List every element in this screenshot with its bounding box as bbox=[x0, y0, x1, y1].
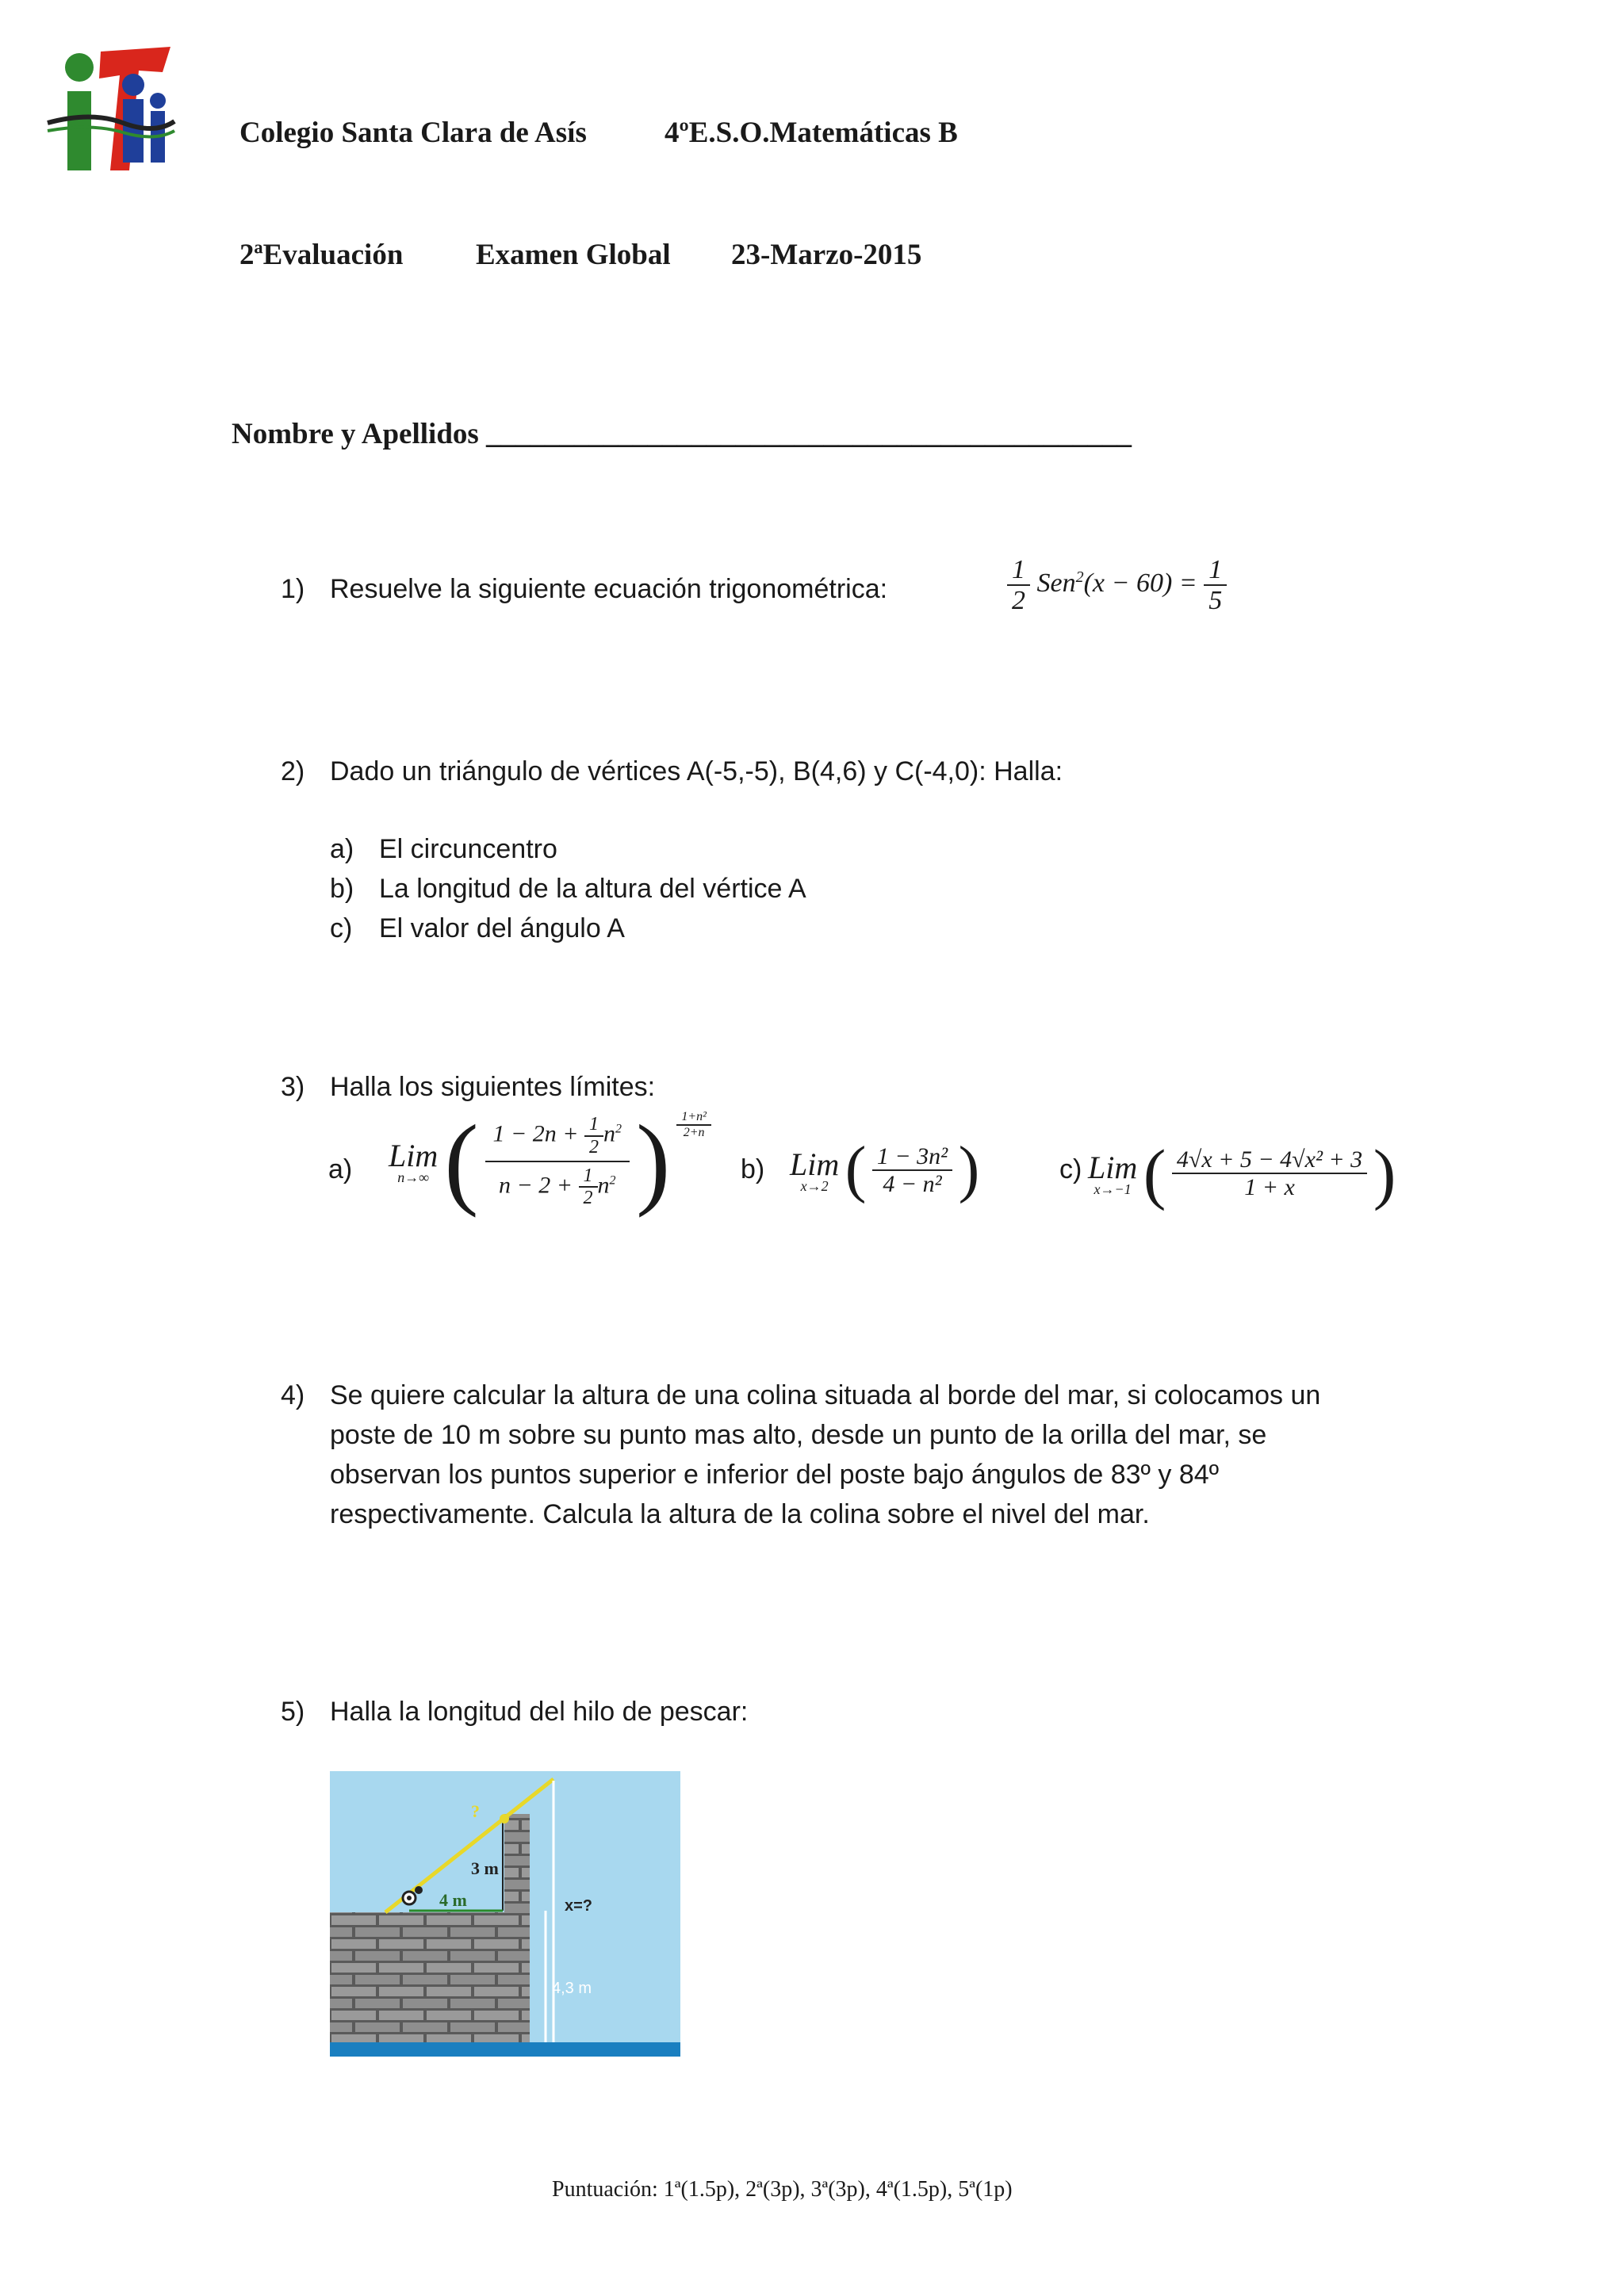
question-2-number: 2) bbox=[281, 756, 305, 786]
question-4-number: 4) bbox=[281, 1380, 305, 1410]
question-1-text: Resuelve la siguiente ecuación trigonométrica: bbox=[330, 574, 888, 604]
school-name: Colegio Santa Clara de Asís bbox=[239, 117, 587, 149]
name-label: Nombre y Apellidos bbox=[232, 418, 479, 450]
fishing-line-figure bbox=[330, 1771, 680, 2057]
question-3-number: 3) bbox=[281, 1072, 305, 1102]
question-1-formula: $\frac{1}{2}$ Sen$^2$(x − 60) = $\frac{1}{5}$ bbox=[1007, 555, 1227, 616]
scoring-footer: Puntuación: 1ª(1.5p), 2ª(3p), 3ª(3p), 4ª(1.5p), 5ª(1p) bbox=[552, 2177, 1013, 2202]
question-5-number: 5) bbox=[281, 1697, 305, 1727]
figure-label-hypotenuse: ? bbox=[471, 1801, 480, 1821]
question-2-text: Dado un triángulo de vértices A(-5,-5), B(4,6) y C(-4,0): Halla: bbox=[330, 756, 1063, 786]
question-3-text: Halla los siguientes límites: bbox=[330, 1072, 656, 1102]
question-2-item-c: El valor del ángulo A bbox=[379, 913, 625, 943]
figure-label-vertical: 3 m bbox=[471, 1858, 499, 1878]
question-2-item-c-label: c) bbox=[330, 913, 353, 943]
question-4-line: Se quiere calcular la altura de una colina situada al borde del mar, si colocamos un bbox=[330, 1380, 1321, 1410]
limit-b-formula: Lim x→2 ( $\frac{\text{1 − 3n²}}{\text{4 − n²}}$ ) bbox=[790, 1135, 980, 1204]
limit-b-label: b) bbox=[741, 1154, 765, 1184]
limit-a-label: a) bbox=[328, 1154, 353, 1184]
name-line: ____________________________________________ bbox=[486, 418, 1132, 450]
question-2-item-a: El circuncentro bbox=[379, 834, 557, 864]
figure-label-x: x=? bbox=[565, 1897, 593, 1915]
question-4-line: respectivamente. Calcula la altura de la colina sobre el nivel del mar. bbox=[330, 1499, 1150, 1529]
course-title: 4ºE.S.O.Matemáticas B bbox=[665, 117, 958, 149]
name-field[interactable] bbox=[232, 417, 1132, 451]
question-4-line: poste de 10 m sobre su punto mas alto, desde un punto de la orilla del mar, se bbox=[330, 1420, 1267, 1450]
limit-c-label: c) bbox=[1059, 1154, 1082, 1184]
question-2-item-b: La longitud de la altura del vértice A bbox=[379, 874, 806, 904]
question-4-text bbox=[330, 1376, 1320, 1534]
exam-date: 23-Marzo-2015 bbox=[731, 239, 922, 271]
limit-c-formula: Lim x→−1 ( $\frac{\text{4√x + 5 − 4√x² + 3}}{1 + x}$ ) bbox=[1088, 1135, 1396, 1211]
question-1-number: 1) bbox=[281, 574, 305, 604]
question-2-item-b-label: b) bbox=[330, 874, 354, 904]
figure-label-horizontal: 4 m bbox=[439, 1890, 467, 1910]
school-logo bbox=[44, 44, 178, 178]
limit-a-formula: Lim n→∞ ( 1 − 2n + $\frac{1}{2}$ $n^2$ n − 2 + $\frac{1}{2}$ $n^2$ ) $\frac{\text{1+n²}}{2+n}$ bbox=[389, 1110, 711, 1213]
question-4-line: observan los puntos superior e inferior del poste bajo ángulos de 83º y 84º bbox=[330, 1460, 1220, 1490]
evaluation-label: 2ªEvaluación bbox=[239, 239, 404, 271]
question-2-item-a-label: a) bbox=[330, 834, 354, 864]
figure-label-height: 4,3 m bbox=[552, 1980, 592, 1997]
question-5-text: Halla la longitud del hilo de pescar: bbox=[330, 1697, 749, 1727]
exam-title: Examen Global bbox=[476, 239, 671, 271]
